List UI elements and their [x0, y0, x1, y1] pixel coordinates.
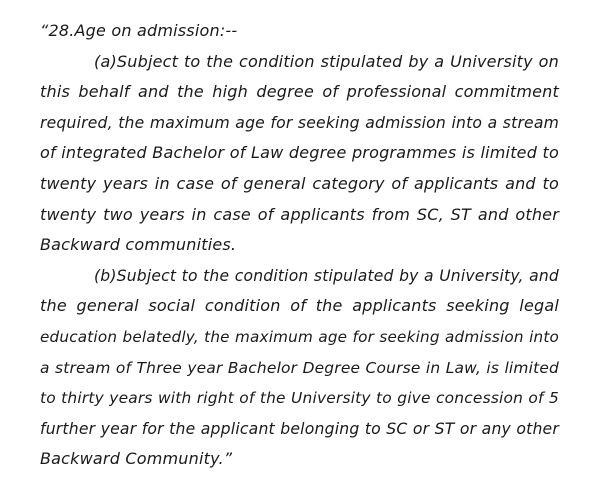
paragraph-b-line: (b)Subject to the condition stipulated by a University, and	[94, 266, 559, 285]
paragraph-a	[40, 47, 559, 261]
section-heading: “28.Age on admission:--	[40, 21, 238, 40]
paragraph-b	[40, 261, 559, 475]
paragraph-a-line: Backward communities.	[40, 235, 237, 255]
paragraph-a-line: required, the maximum age for seeking admission into a stream	[40, 113, 559, 132]
paragraph-b-line: education belatedly, the maximum age for seeking admission into	[40, 327, 559, 346]
paragraph-b-line: further year for the applicant belonging to SC or ST or any other	[40, 418, 559, 438]
paragraph-b-line: Backward Community.”	[40, 449, 233, 469]
paragraph-b-line: to thirty years with right of the University to give concession of 5	[40, 389, 559, 408]
paragraph-b-line: a stream of Three year Bachelor Degree Course in Law, is limited	[40, 358, 559, 377]
paragraph-a-line: twenty years in case of general category of applicants and to	[40, 173, 559, 193]
paragraph-a-line: of integrated Bachelor of Law degree programmes is limited to	[40, 143, 559, 163]
document-body	[40, 0, 559, 475]
paragraph-a-line: twenty two years in case of applicants from SC, ST and other	[40, 204, 559, 224]
paragraph-a-line: this behalf and the high degree of professional commitment	[40, 82, 559, 102]
paragraph-b-line: the general social condition of the applicants seeking legal	[40, 296, 559, 316]
paragraph-a-line: (a)Subject to the condition stipulated by a University on	[94, 51, 559, 71]
